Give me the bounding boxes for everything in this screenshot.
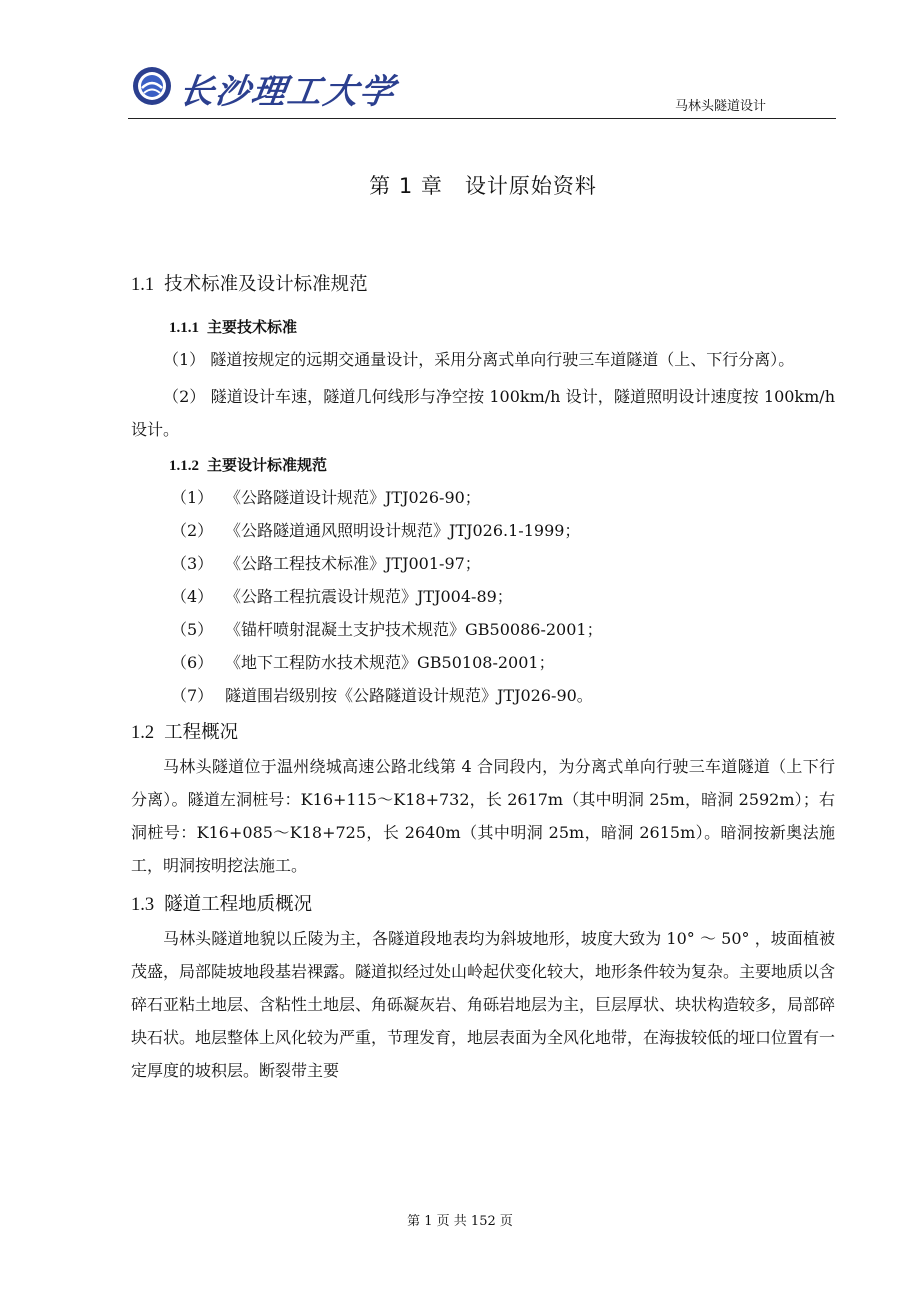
geology-paragraph: 马林头隧道地貌以丘陵为主，各隧道段地表均为斜坡地形，坡度大致为 10° ～ 50° ，坡面植被茂盛，局部陡坡地段基岩裸露。隧道拟经过处山岭起伏变化较大，地形条件较为复杂。主要地质以含碎石亚粘土地层、含粘性土地层、角砾凝灰岩、角砾岩地层为主，巨层厚状、块状构造较多，局部碎块石状。地层整体上风化较为严重，节理发育，地层表面为全风化地带，在海拔较低的垭口位置有一定厚度的坡积层。断裂带主要	[131, 929, 836, 1080]
project-overview-paragraph: 马林头隧道位于温州绕城高速公路北线第 4 合同段内，为分离式单向行驶三车道隧道（上下行分离）。隧道左洞桩号：K16+115～K18+732，长 2617m（其中明洞 25m，暗洞 2592m）；右洞桩号：K16+085～K18+725，长 2640m（其中明洞 25m，暗洞 2615m）。暗洞按新奥法施工，明洞按明挖法施工。	[131, 757, 835, 875]
code-list-item: （1） 《公路隧道设计规范》JTJ026-90；	[171, 488, 481, 507]
chapter-number: 第 1 章	[369, 174, 443, 198]
standard-item: （2） 隧道设计车速，隧道几何线形与净空按 100km/h 设计，隧道照明设计速度按 100km/h 设计。	[131, 387, 835, 439]
page-footer: 第 1 页 共 152 页	[407, 1214, 513, 1229]
code-list-item: （4） 《公路工程抗震设计规范》JTJ004-89；	[171, 587, 513, 606]
page-header	[128, 60, 836, 119]
section-1-1-heading: 1.1 技术标准及设计标准规范	[131, 274, 368, 295]
section-1-3-heading: 1.3 隧道工程地质概况	[131, 894, 313, 915]
document-title: 马林头隧道设计	[674, 99, 766, 114]
page-content	[131, 170, 835, 1087]
chapter-title	[131, 170, 835, 200]
code-list-item: （6） 《地下工程防水技术规范》GB50108-2001；	[171, 653, 555, 672]
chapter-title-text: 设计原始资料	[464, 174, 597, 198]
standard-item: （1） 隧道按规定的远期交通量设计，采用分离式单向行驶三车道隧道（上、下行分离）。	[163, 350, 795, 369]
code-list-item: （7） 隧道围岩级别按《公路隧道设计规范》JTJ026-90。	[171, 686, 593, 705]
code-list-item: （3） 《公路工程技术标准》JTJ001-97；	[171, 554, 481, 573]
section-1-1-2-heading: 1.1.2 主要设计标准规范	[169, 456, 328, 474]
university-seal-icon	[132, 66, 172, 106]
section-1-2-heading: 1.2 工程概况	[131, 722, 239, 743]
code-list-item: （2） 《公路隧道通风照明设计规范》JTJ026.1-1999；	[171, 521, 581, 540]
university-logo-text: 长沙理工大学	[176, 72, 399, 112]
section-1-1-1-heading: 1.1.1 主要技术标准	[169, 318, 298, 336]
code-list-item: （5） 《锚杆喷射混凝土支护技术规范》GB50086-2001；	[171, 620, 603, 639]
